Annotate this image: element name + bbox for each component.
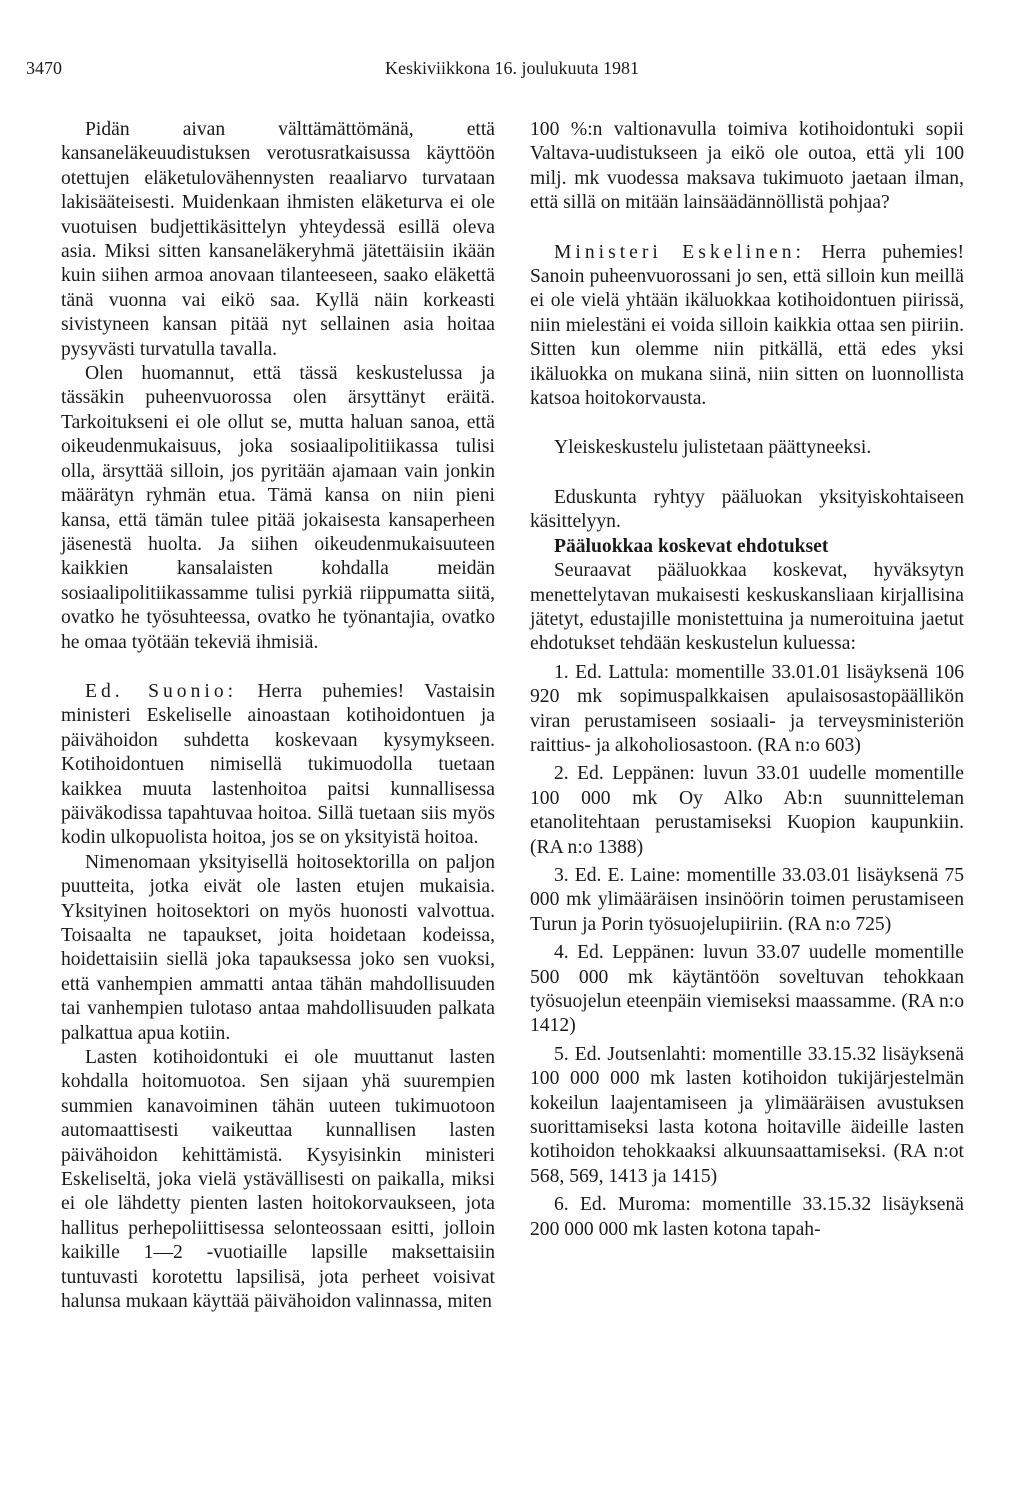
- paragraph: 100 %:n valtionavulla toimiva kotihoidontuki sopii Valtava-uudistukseen ja eikö ole outoa, että yli 100 milj. mk vuodessa maksava tukimuoto jaetaan ilman, että sillä on mitään lainsäädännöllistä pohjaa?: [530, 119, 964, 214]
- list-item: 1. Ed. Lattula: momentille 33.01.01 lisäyksenä 106 920 mk sopimuspalkkaisen apulaisosastopäällikön viran perustamiseen sosiaali- ja terveysministeriön raittius- ja alkoholiosastoon. (RA n:o 603): [530, 661, 964, 756]
- speech-paragraph: [61, 680, 495, 851]
- list-item: 3. Ed. E. Laine: momentille 33.03.01 lisäyksenä 75 000 mk ylimääräisen insinöörin toimen perustamiseen Turun ja Porin työsuojelupiiriin. (RA n:o 725): [530, 864, 964, 935]
- proposal-list: [530, 661, 964, 1242]
- paragraph: Eduskunta ryhtyy pääluokan yksityiskohtaiseen käsittelyyn.: [530, 486, 964, 533]
- list-item: 6. Ed. Muroma: momentille 33.15.32 lisäyksenä 200 000 000 mk lasten kotona tapah-: [530, 1194, 964, 1240]
- page-header: [26, 58, 998, 82]
- paragraph: Yleiskeskustelu julistetaan päättyneeksi.: [554, 437, 872, 459]
- list-item: 4. Ed. Leppänen: luvun 33.07 uudelle momentille 500 000 mk käytäntöön soveltuvan tehokkaan työsuojelun eteenpäin viemiseksi maassamme. (RA n:o 1412): [530, 942, 964, 1037]
- speaker-name: Ed. Suonio:: [85, 680, 238, 702]
- paragraph: Nimenomaan yksityisellä hoitosektorilla on paljon puutteita, jotka eivät ole lasten etujen mukaisia. Yksityinen hoitosektori on myös huonosti valvottua. Toisaalta ne tapaukset, joita hoidetaan kodeissa, hoidettaisiin siellä joka tapauksessa joko sen vuoksi, että vanhempien ammatti antaa tähän mahdollisuuden tai vanhempien tulotaso antaa mahdollisuuden palkata palkattua apua kotiin.: [61, 851, 495, 1044]
- paragraph: Seuraavat pääluokkaa koskevat, hyväksytyn menettelytavan mukaisesti keskuskansliaan kirjallisina jätetyt, edustajille monistettuina ja numeroituina jaetut ehdotukset tehdään keskustelun kuluessa:: [530, 560, 964, 655]
- list-item: 5. Ed. Joutsenlahti: momentille 33.15.32 lisäyksenä 100 000 000 mk lasten kotihoidon tukijärjestelmän kokeilun laajentamiseen ja ylimääräisen avustuksen suorittamiseksi lasta kotona hoitaville äideille lasten kotihoidon tehokkaaksi alkuunsaattamiseksi. (RA n:ot 568, 569, 1413 ja 1415): [530, 1043, 964, 1187]
- paragraph: Lasten kotihoidontuki ei ole muuttanut lasten kohdalla hoitomuotoa. Sen sijaan yhä suurempien summien kanavoiminen tähän uuteen tukimuotoon automaattisesti vaikeuttaa kunnallisen lasten päivähoidon kehittämistä. Kysyisinkin ministeri Eskeliseltä, joka vielä ystävällisesti on paikalla, miksi ei ole lähdetty pienten lasten hoitokorvaukseen, jota hallitus perhepoliittisessa selonteossaan esitti, jolloin kaikille 1—2 -vuotiaille lapsille maksettaisiin tuntuvasti korotettu lapsilisä, jota perheet voisivat halunsa mukaan käyttää päivähoidon valinnassa, miten: [61, 1047, 495, 1313]
- paragraph: Olen huomannut, että tässä keskustelussa ja tässäkin puheenvuorossa olen ärsyttänyt eräitä. Tarkoitukseni ei ole ollut se, mutta haluan sanoa, että oikeudenmukaisuus, joka sosiaalipolitiikassa tulisi olla, ärsyttää silloin, jos pyritään ajamaan vain jonkin määrätyn ryhmän etua. Tämä kansa on niin pieni kansa, että tämän tulee pitää jokaisesta kansaperheen jäsenestä huolta. Ja siihen oikeudenmukaisuuteen kaikkien kansalaisten kohdalla meidän sosiaalipolitiikassamme tulisi pyrkiä riippumatta siitä, ovatko he työsuhteessa, ovatko he työnantajia, ovatko he omaa työtään tekeviä ihmisiä.: [61, 363, 495, 653]
- speaker-name: Ministeri Eskelinen:: [554, 241, 805, 263]
- speech-text: Herra puhemies! Sanoin puheenvuorossani jo sen, että silloin kun meillä ei ole vielä yhtään ikäluokkaa kotihoidontuen piirissä, niin mielestäni ei voida silloin kaikkia ottaa sen piiriin. Sitten kun olemme niin pitkällä, että edes yksi ikäluokka on mukana siinä, niin sitten on luonnollista katsoa hoitokorvausta.: [530, 241, 964, 410]
- paragraph: Pidän aivan välttämättömänä, että kansaneläkeuudistuksen verotusratkaisussa käyttöön otettujen eläketulovähennysten reaaliarvo turvataan lakisääteisesti. Muidenkaan ihmisten eläketurva ei ole vuotuisen budjettikäsittelyn yhteydessä esillä oleva asia. Miksi sitten kansaneläkeryhmä jätettäisiin ikään kuin siihen armoa anovaan tilanteeseen, saako eläkettä tänä vuonna vai eikö saa. Kyllä näin korkeasti sivistyneen kansan pitää nyt sellainen asia hoitaa pysyvästi turvatulla tavalla.: [61, 119, 495, 360]
- speech-paragraph: [530, 241, 964, 412]
- list-item: 2. Ed. Leppänen: luvun 33.01 uudelle momentille 100 000 mk Oy Alko Ab:n suunnitteleman etanolitehtaan perustamiseksi Kuopion kaupunkiin. (RA n:o 1388): [530, 763, 964, 858]
- speech-text: Herra puhemies! Vastaisin ministeri Eskeliselle ainoastaan kotihoidontuen ja päivähoidon suhdetta koskevaan kysymykseen. Kotihoidontuen nimisellä tukimuodolla tuetaan kaikkea muuta lastenhoitoa paitsi kunnallisessa päiväkodissa tapahtuvaa hoitoa. Sillä tuetaan siis myös kodin ulkopuolista hoitoa, jos se on yksityistä hoitoa.: [61, 680, 495, 849]
- section-heading: Pääluokkaa koskevat ehdotukset: [554, 535, 829, 557]
- right-column: [530, 118, 964, 1242]
- left-column: [61, 118, 495, 1315]
- page-number: 3470: [26, 58, 62, 78]
- running-head: Keskiviikkona 16. joulukuuta 1981: [385, 58, 639, 78]
